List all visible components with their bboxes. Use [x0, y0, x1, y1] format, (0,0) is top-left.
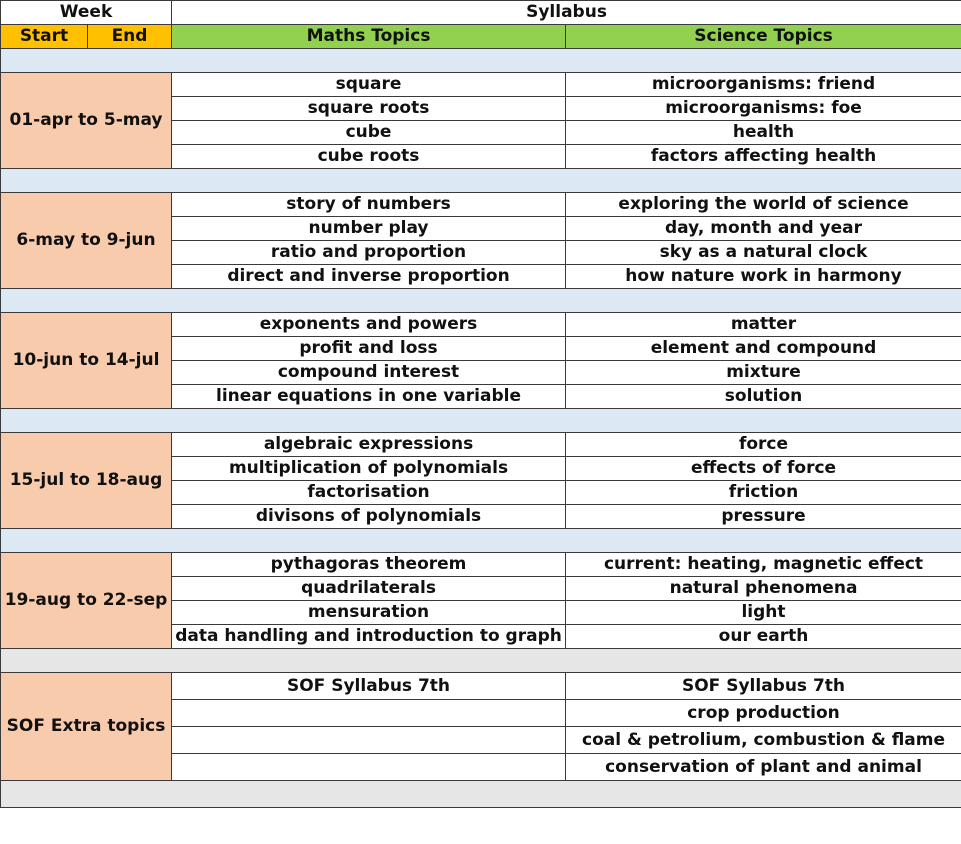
- science-topic-cell[interactable]: sky as a natural clock: [566, 241, 961, 265]
- separator-cell[interactable]: [1, 649, 961, 673]
- end-header-cell[interactable]: End: [88, 25, 172, 49]
- science-topic-cell[interactable]: friction: [566, 481, 961, 505]
- maths-topic-cell[interactable]: square: [172, 73, 566, 97]
- science-topic-cell[interactable]: day, month and year: [566, 217, 961, 241]
- maths-topics-header-cell[interactable]: Maths Topics: [172, 25, 566, 49]
- science-topic-cell[interactable]: element and compound: [566, 337, 961, 361]
- period-cell[interactable]: 15-jul to 18-aug: [1, 433, 172, 529]
- header-row-2: [1, 25, 961, 49]
- maths-topic-cell[interactable]: ratio and proportion: [172, 241, 566, 265]
- maths-topic-cell[interactable]: [172, 700, 566, 727]
- science-topic-cell[interactable]: SOF Syllabus 7th: [566, 673, 961, 700]
- separator-row: [1, 289, 961, 313]
- period-cell[interactable]: 6-may to 9-jun: [1, 193, 172, 289]
- maths-topic-cell[interactable]: algebraic expressions: [172, 433, 566, 457]
- week-header-cell[interactable]: Week: [1, 1, 172, 25]
- maths-topic-cell[interactable]: cube: [172, 121, 566, 145]
- science-topic-cell[interactable]: exploring the world of science: [566, 193, 961, 217]
- maths-topic-cell[interactable]: direct and inverse proportion: [172, 265, 566, 289]
- maths-topic-cell[interactable]: data handling and introduction to graph: [172, 625, 566, 649]
- separator-row: [1, 169, 961, 193]
- table-row: [1, 313, 961, 337]
- maths-topic-cell[interactable]: divisons of polynomials: [172, 505, 566, 529]
- separator-cell[interactable]: [1, 169, 961, 193]
- table-row: [1, 553, 961, 577]
- maths-topic-cell[interactable]: quadrilaterals: [172, 577, 566, 601]
- header-row-1: [1, 1, 961, 25]
- maths-topic-cell[interactable]: linear equations in one variable: [172, 385, 566, 409]
- science-topic-cell[interactable]: pressure: [566, 505, 961, 529]
- separator-cell[interactable]: [1, 49, 961, 73]
- period-cell[interactable]: 19-aug to 22-sep: [1, 553, 172, 649]
- separator-row: [1, 409, 961, 433]
- period-cell[interactable]: 01-apr to 5-may: [1, 73, 172, 169]
- science-topic-cell[interactable]: factors affecting health: [566, 145, 961, 169]
- table-row: [1, 673, 961, 700]
- maths-topic-cell[interactable]: SOF Syllabus 7th: [172, 673, 566, 700]
- maths-topic-cell[interactable]: [172, 754, 566, 781]
- table-row: [1, 433, 961, 457]
- science-topic-cell[interactable]: effects of force: [566, 457, 961, 481]
- science-topic-cell[interactable]: microorganisms: friend: [566, 73, 961, 97]
- science-topics-header-cell[interactable]: Science Topics: [566, 25, 961, 49]
- science-topic-cell[interactable]: coal & petrolium, combustion & flame: [566, 727, 961, 754]
- science-topic-cell[interactable]: mixture: [566, 361, 961, 385]
- science-topic-cell[interactable]: crop production: [566, 700, 961, 727]
- maths-topic-cell[interactable]: story of numbers: [172, 193, 566, 217]
- separator-cell[interactable]: [1, 289, 961, 313]
- table-row: [1, 73, 961, 97]
- science-topic-cell[interactable]: conservation of plant and animal: [566, 754, 961, 781]
- science-topic-cell[interactable]: solution: [566, 385, 961, 409]
- maths-topic-cell[interactable]: mensuration: [172, 601, 566, 625]
- science-topic-cell[interactable]: natural phenomena: [566, 577, 961, 601]
- science-topic-cell[interactable]: our earth: [566, 625, 961, 649]
- start-header-cell[interactable]: Start: [1, 25, 88, 49]
- period-cell[interactable]: SOF Extra topics: [1, 673, 172, 781]
- separator-row: [1, 529, 961, 553]
- syllabus-header-cell[interactable]: Syllabus: [172, 1, 961, 25]
- maths-topic-cell[interactable]: multiplication of polynomials: [172, 457, 566, 481]
- table-row: [1, 193, 961, 217]
- maths-topic-cell[interactable]: factorisation: [172, 481, 566, 505]
- science-topic-cell[interactable]: light: [566, 601, 961, 625]
- maths-topic-cell[interactable]: [172, 727, 566, 754]
- maths-topic-cell[interactable]: profit and loss: [172, 337, 566, 361]
- separator-cell[interactable]: [1, 409, 961, 433]
- science-topic-cell[interactable]: force: [566, 433, 961, 457]
- separator-row: [1, 49, 961, 73]
- science-topic-cell[interactable]: matter: [566, 313, 961, 337]
- separator-row: [1, 781, 961, 808]
- maths-topic-cell[interactable]: compound interest: [172, 361, 566, 385]
- science-topic-cell[interactable]: microorganisms: foe: [566, 97, 961, 121]
- science-topic-cell[interactable]: current: heating, magnetic effect: [566, 553, 961, 577]
- science-topic-cell[interactable]: health: [566, 121, 961, 145]
- separator-row: [1, 649, 961, 673]
- separator-cell[interactable]: [1, 529, 961, 553]
- separator-cell[interactable]: [1, 781, 961, 808]
- maths-topic-cell[interactable]: cube roots: [172, 145, 566, 169]
- maths-topic-cell[interactable]: pythagoras theorem: [172, 553, 566, 577]
- maths-topic-cell[interactable]: square roots: [172, 97, 566, 121]
- period-cell[interactable]: 10-jun to 14-jul: [1, 313, 172, 409]
- science-topic-cell[interactable]: how nature work in harmony: [566, 265, 961, 289]
- maths-topic-cell[interactable]: number play: [172, 217, 566, 241]
- maths-topic-cell[interactable]: exponents and powers: [172, 313, 566, 337]
